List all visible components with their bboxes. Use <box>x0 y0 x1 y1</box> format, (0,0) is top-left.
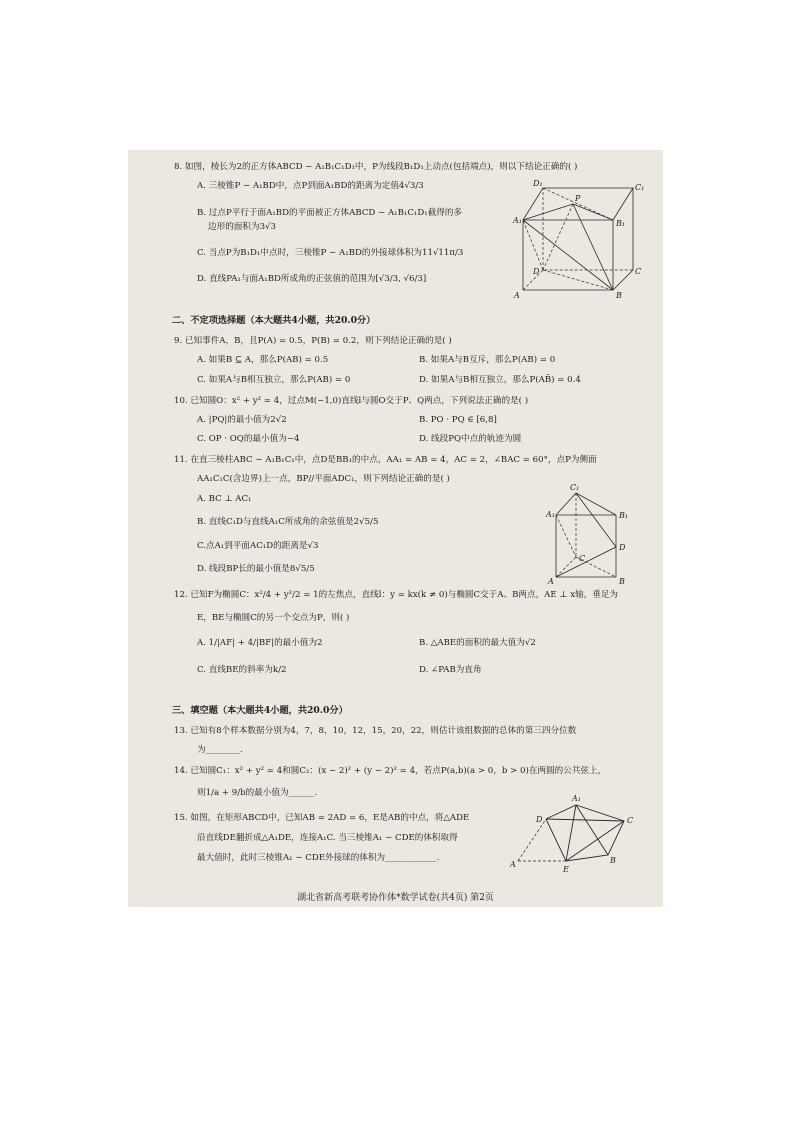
q8-option-a: A. 三棱锥P − A₁BD中，点P到面A₁BD的距离为定值4√3/3 <box>197 181 424 191</box>
q15-line2: 沿直线DE翻折成△A₁DE，连接A₁C. 当三棱锥A₁ − CDE的体积取得 <box>197 833 458 843</box>
q12-option-c: C. 直线BE的斜率为k/2 <box>197 665 287 675</box>
q8-option-b-line1: B. 过点P平行于面A₁BD的平面被正方体ABCD − A₁B₁C₁D₁截得的多 <box>197 208 463 218</box>
prism-label-b1: B₁ <box>619 511 629 520</box>
q13-line1: 13. 已知有8个样本数据分别为4，7，8，10，12，15，20，22，则估计该组数据的总体的第三四分位数 <box>174 726 577 736</box>
q10-option-b: B. PO · PQ ∈ [6,8] <box>419 415 497 425</box>
q11-option-d: D. 线段BP长的最小值是8√5/5 <box>197 564 315 574</box>
q13-line2: 为________. <box>197 745 243 755</box>
cube-label-c1: C₁ <box>635 183 645 192</box>
exam-page <box>128 150 663 907</box>
fold-label-e: E <box>563 865 569 874</box>
q12-option-b: B. △ABE的面积的最大值为√2 <box>419 638 536 648</box>
q11-stem-line1: 11. 在直三棱柱ABC − A₁B₁C₁中，点D是BB₁的中点，AA₁ = AB = 4，AC = 2，∠BAC = 60°，点P为侧面 <box>174 455 597 465</box>
cube-label-d1: D₁ <box>533 179 543 188</box>
cube-label-a1: A₁ <box>513 216 522 225</box>
q9-option-d: D. 如果A与B相互独立，那么P(AB̄) = 0.4 <box>419 375 581 385</box>
fold-label-c: C <box>627 816 634 825</box>
fold-label-a: A <box>510 860 516 869</box>
cube-label-a: A <box>514 291 520 300</box>
q10-option-a: A. |PQ|的最小值为2√2 <box>197 415 287 425</box>
q12-stem-line1: 12. 已知F为椭圆C：x²/4 + y²/2 = 1的左焦点，直线l：y = kx(k ≠ 0)与椭圆C交于A、B两点，AE ⊥ x轴，垂足为 <box>174 590 619 600</box>
q12-option-a: A. 1/|AF| + 4/|BF|的最小值为2 <box>197 638 323 648</box>
fold-label-b: B <box>610 856 616 865</box>
prism-label-d: D <box>619 543 626 552</box>
fold-label-d: D <box>536 815 543 824</box>
q10-option-c: C. OP · OQ的最小值为−4 <box>197 434 300 444</box>
section-3-title: 三、填空题（本大题共4小题，共20.0分） <box>172 705 348 716</box>
folding-figure <box>508 795 648 875</box>
q11-option-b: B. 直线C₁D与直线A₁C所成角的余弦值是2√5/5 <box>197 517 379 527</box>
q14-line1: 14. 已知圆C₁：x² + y² = 4和圆C₂：(x − 2)² + (y − 2)² = 4，若点P(a,b)(a > 0，b > 0)在两圆的公共弦上， <box>174 766 607 776</box>
q15-line1: 15. 如图，在矩形ABCD中，已知AB = 2AD = 6，E是AB的中点，将△ADE <box>174 813 470 823</box>
prism-label-c1: C₁ <box>570 483 580 492</box>
q8-stem: 8. 如图，棱长为2的正方体ABCD − A₁B₁C₁D₁中，P为线段B₁D₁上动点(包括端点)，则以下结论正确的( ) <box>174 162 578 172</box>
section-2-title: 二、不定项选择题（本大题共4小题，共20.0分） <box>172 315 376 326</box>
prism-label-c: C <box>579 554 586 563</box>
q8-option-b-line2: 边形的面积为3√3 <box>208 222 276 232</box>
page-footer: 湖北省新高考联考协作体*数学试卷(共4页) 第2页 <box>297 893 494 903</box>
q15-line3: 最大值时，此时三棱锥A₁ − CDE外接球的体积为____________. <box>197 853 440 863</box>
q14-line2: 则1/a + 9/b的最小值为______. <box>197 788 318 798</box>
q10-option-d: D. 线段PQ中点的轨迹为圆 <box>419 434 522 444</box>
cube-figure <box>513 179 645 302</box>
q12-stem-line2: E，BE与椭圆C的另一个交点为P，则( ) <box>197 613 350 623</box>
fold-label-a1: A₁ <box>572 794 581 803</box>
q11-option-a: A. BC ⊥ AC₁ <box>197 494 252 504</box>
prism-figure <box>546 485 631 585</box>
q9-option-c: C. 如果A与B相互独立，那么P(AB) = 0 <box>197 375 351 385</box>
q11-stem-line2: AA₁C₁C(含边界)上一点，BP//平面ADC₁，则下列结论正确的是( ) <box>197 474 450 484</box>
cube-label-d: D <box>533 267 540 276</box>
cube-label-c: C <box>635 267 642 276</box>
prism-label-a1: A₁ <box>546 510 555 519</box>
prism-label-a: A <box>548 577 554 586</box>
cube-label-p: P <box>575 194 581 203</box>
q11-option-c: C.点A₁到平面AC₁D的距离是√3 <box>197 541 319 551</box>
q9-option-b: B. 如果A与B互斥，那么P(AB) = 0 <box>419 355 556 365</box>
prism-label-b: B <box>619 577 625 586</box>
q9-option-a: A. 如果B ⊆ A，那么P(AB) = 0.5 <box>197 355 329 365</box>
q9-stem: 9. 已知事件A，B，且P(A) = 0.5，P(B) = 0.2，则下列结论正确的是( ) <box>174 336 452 346</box>
q10-stem: 10. 已知圆O：x² + y² = 4，过点M(−1,0)直线l与圆O交于P、Q两点，下列说法正确的是( ) <box>174 396 529 406</box>
q8-option-c: C. 当点P为B₁D₁中点时，三棱锥P − A₁BD的外接球体积为11√11π/3 <box>197 248 464 258</box>
q8-option-d: D. 直线PA₁与面A₁BD所成角的正弦值的范围为[√3/3, √6/3] <box>197 274 427 284</box>
cube-label-b1: B₁ <box>616 219 626 228</box>
q12-option-d: D. ∠PAB为直角 <box>419 665 482 675</box>
cube-label-b: B <box>616 291 622 300</box>
